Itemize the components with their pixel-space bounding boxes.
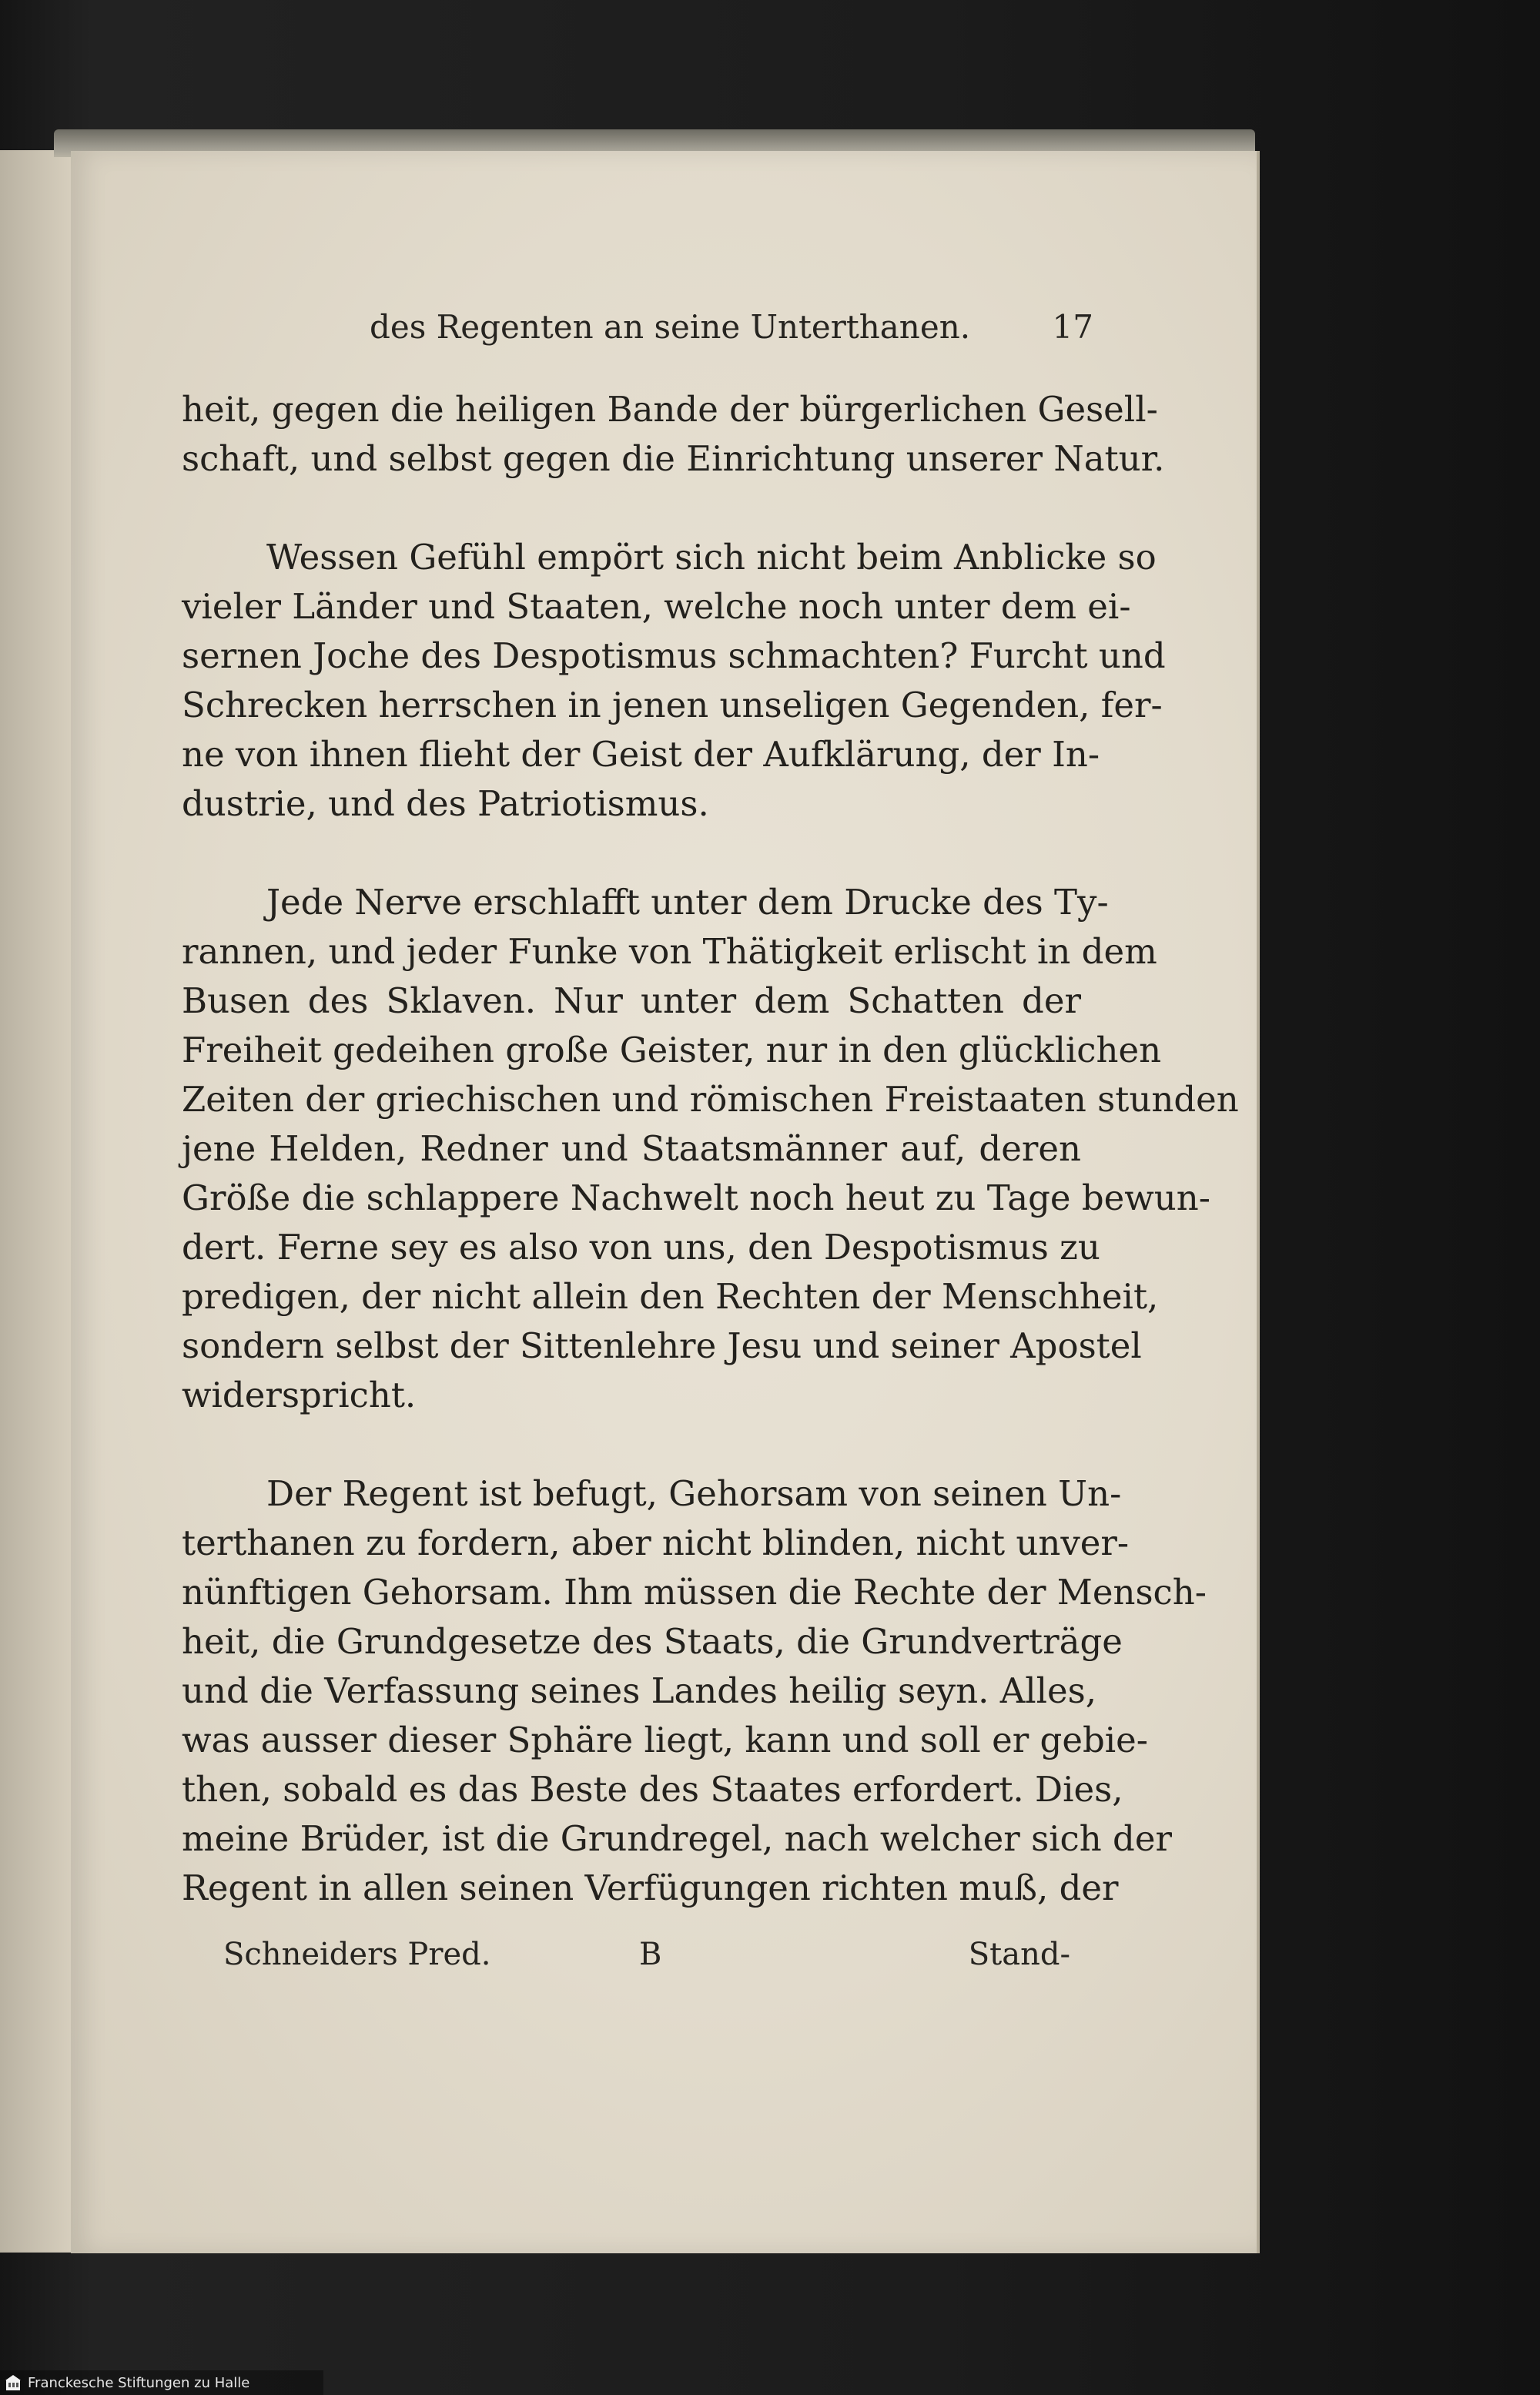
text-line: predigen, der nicht allein den Rechten der Menschheit, <box>182 1276 1159 1317</box>
building-logo-icon <box>5 2373 22 2392</box>
text-line: heit, gegen die heiligen Bande der bürgerlichen Gesell- <box>182 389 1158 430</box>
text-line: dert. Ferne sey es also von uns, den Despotismus zu <box>182 1227 1100 1268</box>
text-line: Busen des Sklaven. Nur unter dem Schatten der <box>182 980 1081 1021</box>
text-line: Größe die schlappere Nachwelt noch heut zu Tage bewun- <box>182 1177 1210 1218</box>
text-line: widerspricht. <box>182 1375 417 1415</box>
text-line: then, sobald es das Beste des Staates erfordert. Dies, <box>182 1769 1123 1810</box>
text-line: sernen Joche des Despotismus schmachten? Furcht und <box>182 635 1166 676</box>
sheet-signature: B <box>639 1937 662 1972</box>
page-footer <box>223 1937 1070 1983</box>
paragraph-gap <box>182 829 1081 878</box>
text-line: und die Verfassung seines Landes heilig seyn. Alles, <box>182 1670 1097 1711</box>
paragraph-gap <box>182 1420 1081 1469</box>
library-watermark <box>0 2370 323 2395</box>
text-line: schaft, und selbst gegen die Einrichtung unserer Natur. <box>182 438 1165 479</box>
text-line: was ausser dieser Sphäre liegt, kann und soll er gebie- <box>182 1720 1148 1760</box>
text-line: meine Brüder, ist die Grundregel, nach welcher sich der <box>182 1818 1172 1859</box>
catchword: Stand- <box>968 1937 1070 1972</box>
signature-mark: Schneiders Pred. <box>223 1937 491 1972</box>
text-line: vieler Länder und Staaten, welche noch unter dem ei- <box>182 586 1131 627</box>
paragraph <box>182 878 1239 1420</box>
paragraph <box>182 533 1166 829</box>
text-line: Wessen Gefühl empört sich nicht beim Anblicke so <box>266 537 1157 578</box>
text-line: jene Helden, Redner und Staatsmänner auf, deren <box>182 1128 1081 1169</box>
paragraph-gap <box>182 484 1081 533</box>
body-text <box>182 385 1239 1913</box>
paragraph <box>182 385 1165 484</box>
page-number: 17 <box>1052 308 1093 346</box>
text-line: sondern selbst der Sittenlehre Jesu und seiner Apostel <box>182 1325 1142 1366</box>
text-line: dustrie, und des Patriotismus. <box>182 783 709 824</box>
text-line: Freiheit gedeihen große Geister, nur in den glücklichen <box>182 1030 1162 1070</box>
text-line: heit, die Grundgesetze des Staats, die Grundverträge <box>182 1621 1123 1662</box>
page-header <box>370 308 1093 354</box>
text-line: nünftigen Gehorsam. Ihm müssen die Rechte der Mensch- <box>182 1572 1207 1613</box>
text-line: Der Regent ist befugt, Gehorsam von seinen Un- <box>266 1473 1122 1514</box>
running-title: des Regenten an seine Unterthanen. <box>370 308 971 346</box>
text-line: Zeiten der griechischen und römischen Freistaaten stunden <box>182 1079 1239 1120</box>
watermark-label: Franckesche Stiftungen zu Halle <box>28 2374 250 2391</box>
text-line: rannen, und jeder Funke von Thätigkeit erlischt in dem <box>182 931 1157 972</box>
text-line: Jede Nerve erschlafft unter dem Drucke des Ty- <box>266 882 1109 923</box>
text-line: Regent in allen seinen Verfügungen richten muß, der <box>182 1867 1119 1908</box>
text-line: Schrecken herrschen in jenen unseligen Gegenden, fer- <box>182 685 1163 725</box>
paragraph <box>182 1469 1207 1913</box>
text-line: ne von ihnen flieht der Geist der Aufklärung, der In- <box>182 734 1100 775</box>
text-line: terthanen zu fordern, aber nicht blinden, nicht unver- <box>182 1522 1130 1563</box>
